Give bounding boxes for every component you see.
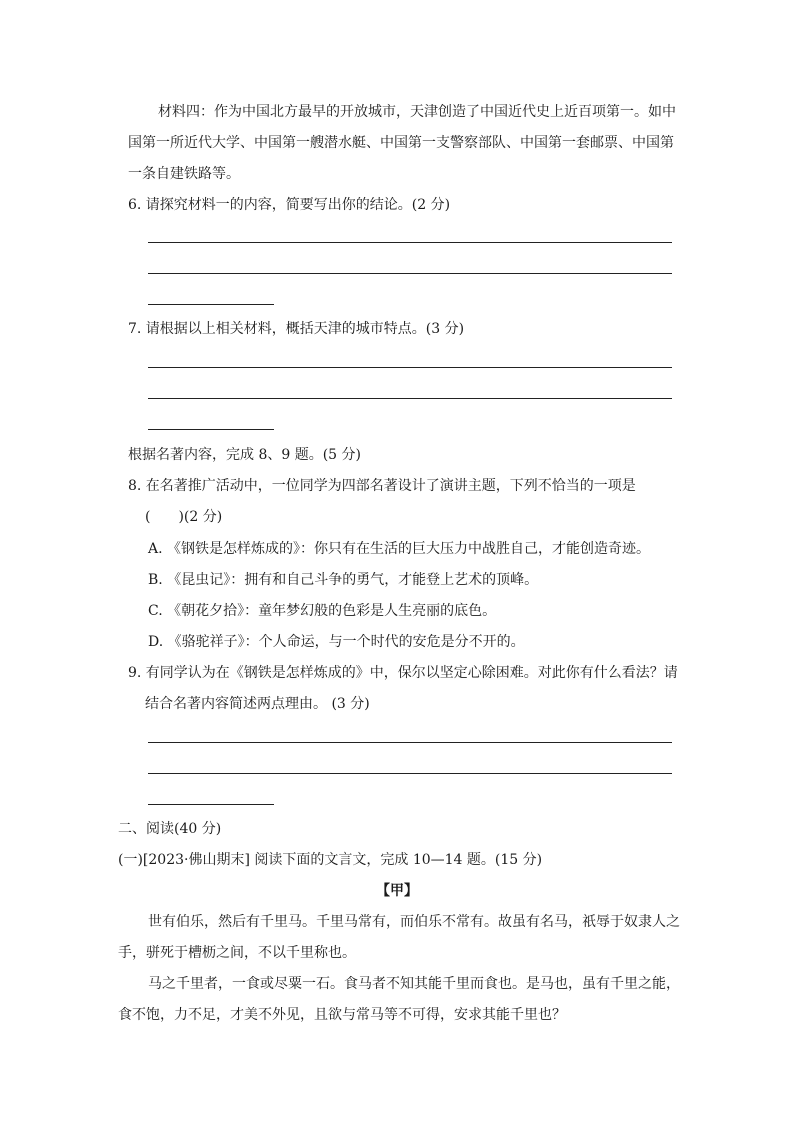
option-d[interactable]: D. 《骆驼祥子》：个人命运，与一个时代的安危是分不开的。 [148,634,525,650]
section-2-heading: 二、阅读(40 分) [118,821,222,837]
answer-line-6-3[interactable] [148,304,274,305]
material-4-line-2: 国第一所近代大学、中国第一艘潜水艇、中国第一支警察部队、中国第一套邮票、中国第 [128,135,674,151]
passage-line-2: 手，骈死于槽枥之间，不以千里称也。 [118,945,356,961]
answer-line-9-3[interactable] [148,804,274,805]
option-c[interactable]: C. 《朝花夕拾》：童年梦幻般的色彩是人生亮丽的底色。 [148,603,497,619]
passage-line-4: 食不饱，力不足，才美不外见，且欲与常马等不可得，安求其能千里也？ [118,1007,566,1023]
answer-line-6-1[interactable] [148,242,672,243]
passage-line-3: 马之千里者，一食或尽粟一石。食马者不知其能千里而食也。是马也，虽有千里之能， [148,976,680,992]
question-6: 6. 请探究材料一的内容，简要写出你的结论。(2 分) [128,197,451,213]
option-a[interactable]: A. 《钢铁是怎样炼成的》：你只有在生活的巨大压力中战胜自己，才能创造奇迹。 [148,541,651,557]
option-b[interactable]: B. 《昆虫记》：拥有和自己斗争的勇气，才能登上艺术的顶峰。 [148,572,539,588]
question-8-line-1: 8. 在名著推广活动中，一位同学为四部名著设计了演讲主题，下列不恰当的一项是 [128,478,636,494]
question-9-line-1: 9. 有同学认为在《钢铁是怎样炼成的》中，保尔以坚定心除困难。对此你有什么看法？请 [128,665,678,681]
question-7: 7. 请根据以上相关材料，概括天津的城市特点。(3 分) [128,321,465,337]
answer-line-6-2[interactable] [148,273,672,274]
part-1-instruction: (一)[2023·佛山期末] 阅读下面的文言文，完成 10—14 题。(15 分) [118,852,543,868]
passage-line-1: 世有伯乐，然后有千里马。千里马常有，而伯乐不常有。故虽有名马，祇辱于奴隶人之 [148,914,680,930]
answer-line-9-2[interactable] [148,773,672,774]
material-4-line-3: 一条自建铁路等。 [128,166,240,182]
question-8-line-2: ( )(2 分) [145,509,223,525]
answer-line-7-3[interactable] [148,429,274,430]
answer-line-7-1[interactable] [148,367,672,368]
question-9-line-2: 结合名著内容简述两点理由。 (3 分) [145,696,370,712]
answer-line-9-1[interactable] [148,742,672,743]
answer-line-7-2[interactable] [148,398,672,399]
books-intro: 根据名著内容，完成 8、9 题。(5 分) [128,447,361,463]
material-4-line-1: 材料四：作为中国北方最早的开放城市，天津创造了中国近代史上近百项第一。如中 [158,104,676,120]
passage-jia-title: 【甲】 [376,883,418,899]
